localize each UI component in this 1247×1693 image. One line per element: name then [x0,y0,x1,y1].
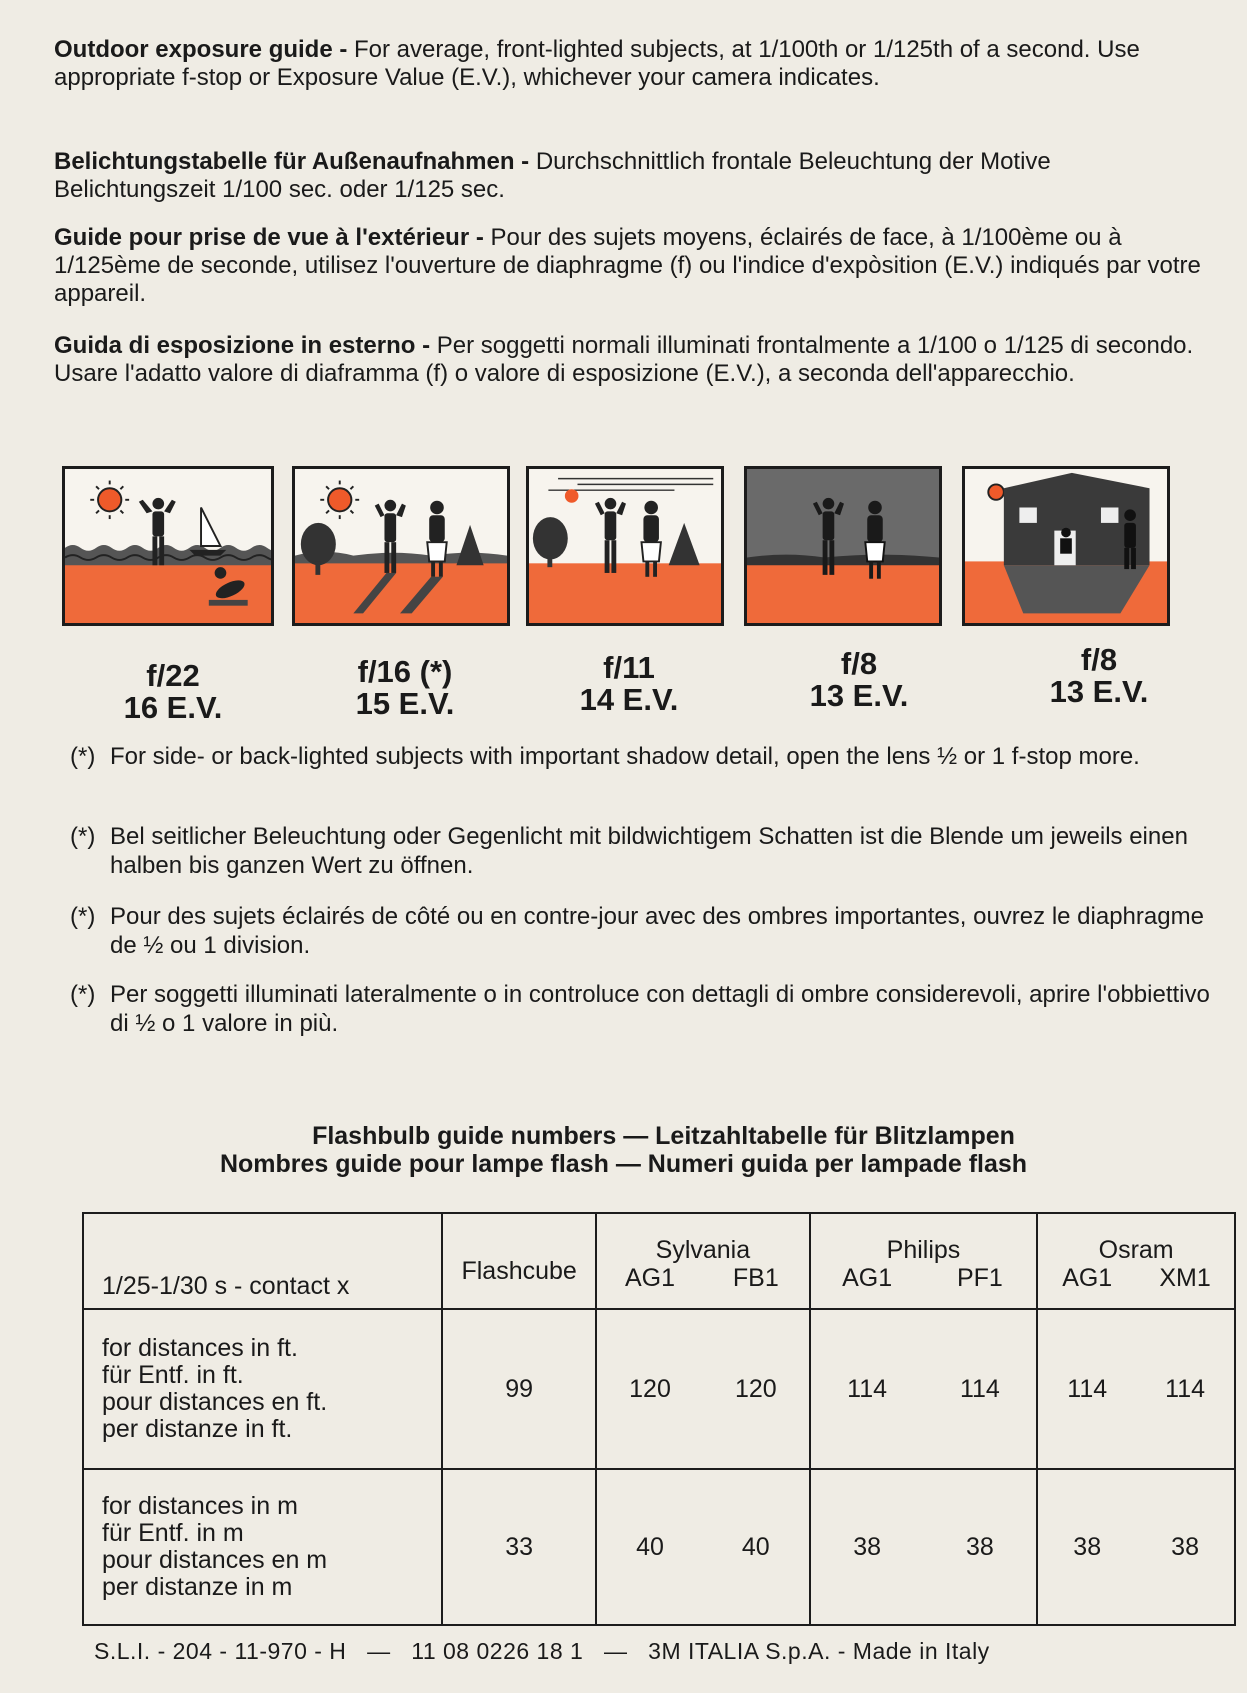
osram-header [1037,1213,1235,1309]
footnote-mark: (*) [70,981,96,1008]
bulb-types [1038,1264,1234,1292]
print-footer: S.L.I. - 204 - 11-970 - H — 11 08 0226 18 1 — 3M ITALIA S.p.A. - Made in Italy [94,1638,990,1664]
beach-illustration [65,469,271,623]
exposure-title-italian: Guida di esposizione in esterno - [54,332,431,359]
value-cell: 40 [636,1532,664,1561]
row-label-m [83,1469,442,1625]
fstop-value: f/11 [603,650,655,685]
ev-value: 14 E.V. [579,682,679,717]
bulb-types [597,1264,809,1292]
note-text: Pour des sujets éclairés de côté ou en contre-jour avec des ombres importantes, ouvrez le diaphragme de ½ ou 1 division. [110,903,1204,959]
scene-bright-beach [62,466,274,626]
overcast-illustration [747,469,939,623]
flashcube-label: Flashcube [461,1256,577,1285]
ev-value: 16 E.V. [123,690,223,725]
label-line: per distanze in ft. [102,1415,293,1443]
footnote-mark: (*) [70,743,96,770]
table-row [83,1309,1235,1469]
setting-5 [1024,644,1174,708]
value-cell: 114 [1165,1374,1205,1403]
ev-value: 13 E.V. [809,678,909,713]
osram-values [1037,1309,1235,1469]
philips-header [810,1213,1038,1309]
value-cell: 114 [1067,1374,1108,1403]
sylvania-values [596,1309,810,1469]
exposure-text-italian: Per soggetti normali illuminati frontalmente a 1/100 o 1/125 di secondo. Usare l'adatto valore di diaframma (f) o valore di esposizione (E.V.), a seconda dell'apparecchio. [54,332,1194,387]
lighting-illustrations [60,466,1230,626]
setting-2 [330,656,480,720]
exposure-guide-italian [54,332,1214,388]
exposure-title-english: Outdoor exposure guide - [54,36,348,63]
exposure-guide-french [54,224,1214,308]
value-cell: 114 [959,1374,1000,1403]
bulb-type: XM1 [1159,1264,1211,1292]
scene-overcast [744,466,942,626]
note-text: Bel seitlicher Beleuchtung oder Gegenlicht mit bildwichtigem Schatten ist die Blende um jeweils einen halben bis ganzen Wert zu öffnen. [110,823,1188,879]
value-cell: 38 [853,1532,881,1561]
osram-values [1037,1469,1235,1625]
table-header-row [83,1213,1235,1309]
label-line: for distances in m [102,1492,298,1520]
label-line: per distanze in m [102,1573,293,1601]
label-line: pour distances en m [102,1546,328,1574]
fstop-value: f/22 [146,658,200,693]
row-label-ft [83,1309,442,1469]
bulb-type: AG1 [1062,1264,1113,1292]
note-italian [70,980,1230,1038]
hazy-illustration [529,469,721,623]
sylvania-values [596,1469,810,1625]
label-line: für Entf. in m [102,1519,244,1547]
philips-values [810,1309,1038,1469]
exposure-title-french: Guide pour prise de vue à l'extérieur - [54,224,484,251]
bulb-type: FB1 [732,1264,779,1292]
flash-title-1: Flashbulb guide numbers — Leitzahltabelle für Blitzlampen [312,1122,1015,1150]
note-text: Per soggetti illuminati lateralmente o in controluce con dettagli di ombre considerevoli, aprire l'obbiettivo di ½ o 1 valore in più. [110,981,1210,1037]
label-line: pour distances en ft. [102,1388,328,1416]
note-english [70,742,1230,771]
value-cell: 40 [741,1532,770,1561]
setting-1 [98,660,248,724]
exposure-text-english: For average, front-lighted subjects, at 1/100th or 1/125th of a second. Use appropriate f-stop or Exposure Value (E.V.), whichever your camera indicates. [54,36,1140,91]
note-text: For side- or back-lighted subjects with important shadow detail, open the lens ½ or 1 f-stop more. [110,743,1140,770]
shutter-cell [83,1213,442,1309]
setting-4 [784,648,934,712]
value-cell: 120 [734,1374,777,1403]
table-row [83,1469,1235,1625]
bulb-types [811,1264,1037,1292]
bulb-type: PF1 [956,1264,1003,1292]
value-cell: 120 [629,1374,671,1403]
ev-value: 15 E.V. [355,686,455,721]
value-cell: 38 [965,1532,994,1561]
scene-open-landscape [292,466,510,626]
exposure-guide-german [54,148,1214,204]
exposure-text-german: Durchschnittlich frontale Beleuchtung der Motive Belichtungszeit 1/100 sec. oder 1/125 sec. [54,148,1051,203]
value-cell: 38 [1073,1532,1102,1561]
value-cell: 38 [1171,1532,1199,1561]
flash-title-2: Nombres guide pour lampe flash — Numeri guida per lampade flash [219,1150,1028,1178]
philips-values [810,1469,1038,1625]
label-line: for distances in ft. [102,1334,298,1362]
scene-hazy-sun [526,466,724,626]
shade-illustration [965,469,1167,623]
bulb-type: AG1 [624,1264,676,1292]
ev-value: 13 E.V. [1049,674,1149,709]
shutter-label: 1/25-1/30 s - contact x [102,1272,350,1300]
exposure-text-french: Pour des sujets moyens, éclairés de face, à 1/100ème ou à 1/125ème de seconde, utilisez l'ouverture de diaphragme (f) ou l'indice d'expòsition (E.V.) indiqués par votre appareil. [54,224,1201,307]
label-line: für Entf. in ft. [102,1361,244,1389]
value-cell: 114 [847,1374,888,1403]
bulb-type: AG1 [842,1264,893,1292]
note-french [70,902,1230,960]
scene-open-shade [962,466,1170,626]
brand-label: Sylvania [655,1236,751,1264]
flashcube-header [442,1213,596,1309]
brand-label: Philips [886,1236,961,1264]
fstop-value: f/8 [1080,642,1118,677]
fstop-value: f/16 (*) [357,654,453,689]
footnote-mark: (*) [70,823,96,850]
exposure-guide-english [54,36,1214,92]
sylvania-header [596,1213,810,1309]
footnote-mark: (*) [70,903,96,930]
note-german [70,822,1230,880]
setting-3 [554,652,704,716]
value-cell: 33 [442,1469,596,1625]
flash-guide-table [82,1212,1236,1626]
fstop-value: f/8 [840,646,878,681]
exposure-title-german: Belichtungstabelle für Außenaufnahmen - [54,148,530,175]
brand-label: Osram [1098,1236,1174,1264]
value-cell: 99 [442,1309,596,1469]
landscape-illustration [295,469,507,623]
